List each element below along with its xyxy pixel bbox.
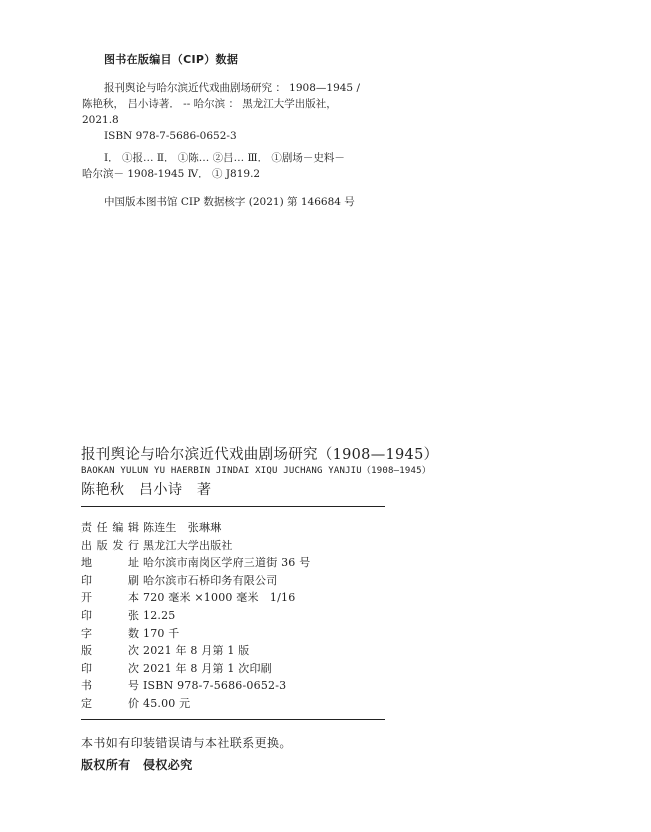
info-row bbox=[81, 607, 401, 625]
cip-isbn-line: ISBN 978-7-5686-0652-3 bbox=[104, 130, 237, 142]
info-label-char: 号 bbox=[128, 679, 139, 693]
info-row bbox=[81, 642, 401, 660]
info-row bbox=[81, 625, 401, 643]
cip-subjects bbox=[82, 150, 402, 182]
info-row bbox=[81, 589, 401, 607]
info-value: 45.00 元 bbox=[143, 696, 191, 710]
info-value: 陈连生 张琳琳 bbox=[143, 521, 222, 534]
cip-record bbox=[82, 80, 402, 144]
info-label-char: 字 bbox=[81, 626, 92, 640]
info-label-char: 开 bbox=[81, 591, 92, 605]
top-divider bbox=[81, 506, 385, 507]
info-label-char: 印 bbox=[81, 573, 92, 587]
info-label bbox=[81, 554, 139, 572]
publication-info-table bbox=[81, 519, 401, 713]
replacement-note: 本书如有印装错误请与本社联系更换。 bbox=[81, 736, 292, 750]
book-title: 报刊舆论与哈尔滨近代戏曲剧场研究（1908—1945） bbox=[81, 447, 439, 463]
info-label-char: 本 bbox=[128, 591, 139, 605]
info-label-char: 编 bbox=[112, 521, 124, 534]
info-row bbox=[81, 572, 401, 590]
info-value: 黑龙江大学出版社 bbox=[143, 538, 233, 552]
info-value: 2021 年 8 月第 1 版 bbox=[143, 644, 250, 658]
info-label-char: 址 bbox=[128, 556, 139, 570]
info-row bbox=[81, 677, 401, 695]
book-authors: 陈艳秋 吕小诗 著 bbox=[81, 482, 212, 498]
info-value: 12.25 bbox=[143, 608, 176, 622]
info-label-char: 书 bbox=[81, 679, 92, 693]
info-label-char: 印 bbox=[81, 661, 92, 675]
info-row bbox=[81, 554, 401, 572]
info-row bbox=[81, 660, 401, 678]
info-label bbox=[81, 660, 139, 678]
info-label-char: 印 bbox=[81, 608, 92, 622]
info-label-char: 刷 bbox=[128, 573, 139, 587]
info-label bbox=[81, 625, 139, 643]
info-value: 2021 年 8 月第 1 次印刷 bbox=[143, 661, 272, 675]
info-label-char: 地 bbox=[81, 556, 92, 570]
info-label bbox=[81, 607, 139, 625]
info-label-char: 张 bbox=[128, 608, 139, 622]
info-label bbox=[81, 695, 139, 713]
cip-record-line: 报刊舆论与哈尔滨近代戏曲剧场研究 ： 1908—1945 / bbox=[104, 82, 360, 94]
info-label-char: 出 bbox=[81, 538, 92, 552]
cip-verification bbox=[82, 194, 402, 210]
cip-record-line: 2021.8 bbox=[82, 114, 119, 126]
info-row bbox=[81, 695, 401, 713]
info-value: ISBN 978-7-5686-0652-3 bbox=[143, 679, 287, 693]
cip-subject-line: Ⅰ． ①报… Ⅱ． ①陈… ②吕… Ⅲ． ①剧场－史料－ bbox=[104, 152, 345, 164]
info-label-char: 任 bbox=[96, 521, 108, 534]
rights-statement: 版权所有 侵权必究 bbox=[81, 758, 193, 772]
info-label bbox=[81, 519, 139, 537]
info-row bbox=[81, 519, 401, 537]
info-value: 170 千 bbox=[143, 626, 180, 640]
info-label-char: 辑 bbox=[127, 521, 139, 534]
info-label-char: 行 bbox=[127, 538, 139, 552]
info-label-char: 次 bbox=[128, 661, 139, 675]
info-label-char: 责 bbox=[81, 521, 92, 534]
info-label bbox=[81, 677, 139, 695]
info-row bbox=[81, 537, 401, 555]
info-label-char: 数 bbox=[128, 626, 139, 640]
info-label-char: 版 bbox=[96, 538, 108, 552]
cip-record-line: 陈艳秋， 吕小诗著． -- 哈尔滨 ： 黑龙江大学出版社， bbox=[82, 98, 337, 110]
book-pinyin-title: BAOKAN YULUN YU HAERBIN JINDAI XIQU JUCHANG YANJIU（1908—1945） bbox=[81, 466, 431, 476]
info-label bbox=[81, 537, 139, 555]
cip-subject-line: 哈尔滨－ 1908-1945 Ⅳ． ① J819.2 bbox=[82, 168, 261, 180]
info-label-char: 价 bbox=[128, 696, 139, 710]
info-label-char: 发 bbox=[112, 538, 124, 552]
info-label bbox=[81, 642, 139, 660]
bottom-divider bbox=[81, 719, 385, 720]
info-value: 哈尔滨市石桥印务有限公司 bbox=[143, 573, 278, 587]
info-label-char: 定 bbox=[81, 696, 92, 710]
info-value: 720 毫米 ×1000 毫米 1/16 bbox=[143, 591, 296, 605]
cip-verification-line: 中国版本图书馆 CIP 数据核字 (2021) 第 146684 号 bbox=[104, 196, 355, 208]
info-label bbox=[81, 572, 139, 590]
cip-heading: 图书在版编目（CIP）数据 bbox=[104, 53, 239, 66]
info-label bbox=[81, 589, 139, 607]
info-value: 哈尔滨市南岗区学府三道街 36 号 bbox=[143, 556, 311, 570]
info-label-char: 次 bbox=[128, 644, 139, 658]
info-label-char: 版 bbox=[81, 644, 92, 658]
